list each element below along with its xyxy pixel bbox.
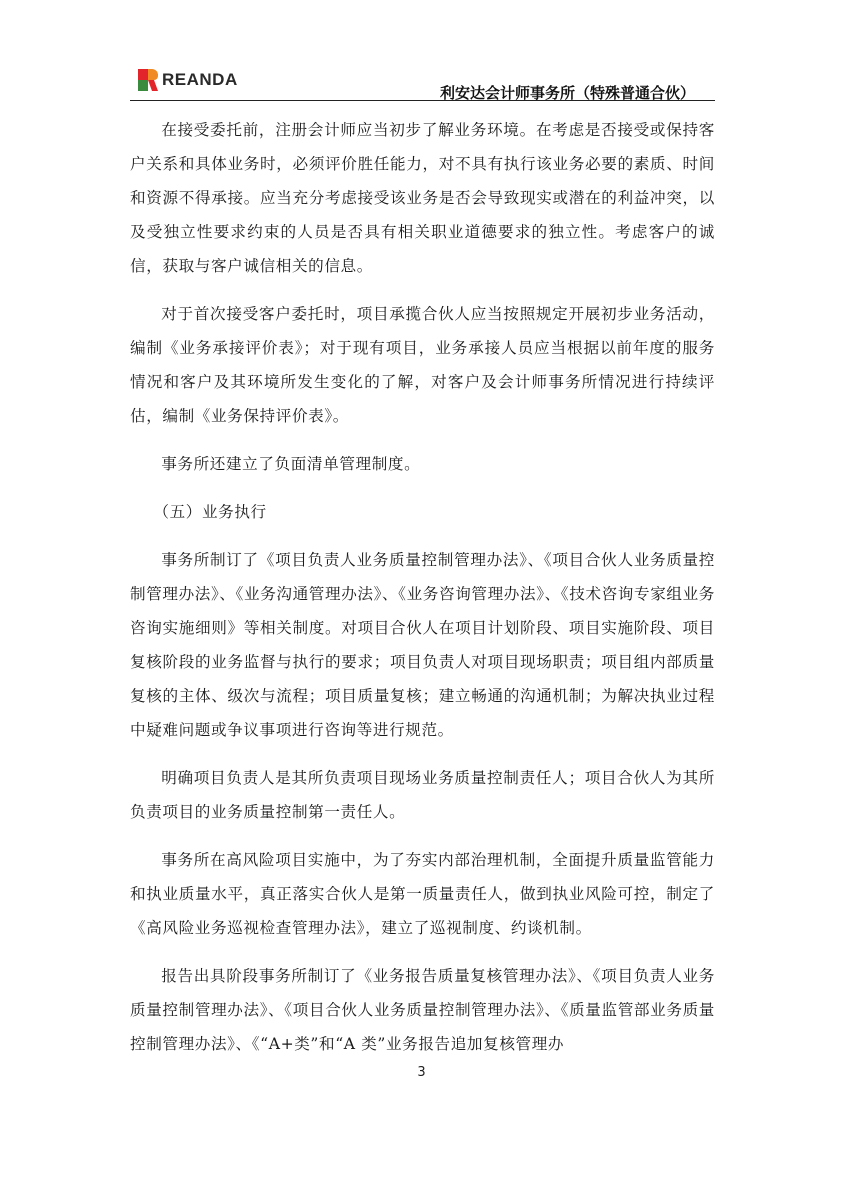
reanda-logo [138,68,238,92]
logo-text: REANDA [162,70,238,89]
document-body [130,113,715,1075]
reanda-logo-icon [138,69,158,91]
section-heading-execution: （五）业务执行 [153,503,267,521]
firm-name: 利安达会计师事务所（特殊普通合伙） [439,84,695,102]
paragraph-engagement-acceptance: 在接受委托前，注册会计师应当初步了解业务环境。在考虑是否接受或保持客户关系和具体业务时，必须评价胜任能力，对不具有执行该业务必要的素质、时间和资源不得承接。应当充分考虑接受该业务是否会导致现实或潜在的利益冲突，以及受独立性要求约束的人员是否具有相关职业道德要求的独立性。考虑客户的诚信，获取与客户诚信相关的信息。 [130,121,715,275]
paragraph-responsibility: 明确项目负责人是其所负责项目现场业务质量控制责任人；项目合伙人为其所负责项目的业务质量控制第一责任人。 [130,769,715,821]
paragraph-high-risk: 事务所在高风险项目实施中，为了夯实内部治理机制，全面提升质量监管能力和执业质量水平，真正落实合伙人是第一质量责任人，做到执业风险可控，制定了《高风险业务巡视检查管理办法》，建立了巡视制度、约谈机制。 [130,851,715,937]
page-header [130,62,715,102]
header-rule [130,100,715,101]
paragraph-first-engagement: 对于首次接受客户委托时，项目承揽合伙人应当按照规定开展初步业务活动，编制《业务承接评价表》；对于现有项目，业务承接人员应当根据以前年度的服务情况和客户及其环境所发生变化的了解，对客户及会计师事务所情况进行持续评估，编制《业务保持评价表》。 [130,305,715,425]
paragraph-negative-list: 事务所还建立了负面清单管理制度。 [161,455,421,473]
paragraph-report-stage: 报告出具阶段事务所制订了《业务报告质量复核管理办法》、《项目负责人业务质量控制管理办法》、《项目合伙人业务质量控制管理办法》、《质量监管部业务质量控制管理办法》、《“A+类”和“A 类”业务报告追加复核管理办 [130,967,715,1053]
page-number: 3 [417,1065,426,1080]
paragraph-execution-rules: 事务所制订了《项目负责人业务质量控制管理办法》、《项目合伙人业务质量控制管理办法》、《业务沟通管理办法》、《业务咨询管理办法》、《技术咨询专家组业务咨询实施细则》等相关制度。对项目合伙人在项目计划阶段、项目实施阶段、项目复核阶段的业务监督与执行的要求；项目负责人对项目现场职责；项目组内部质量复核的主体、级次与流程；项目质量复核；建立畅通的沟通机制；为解决执业过程中疑难问题或争议事项进行咨询等进行规范。 [130,551,715,739]
